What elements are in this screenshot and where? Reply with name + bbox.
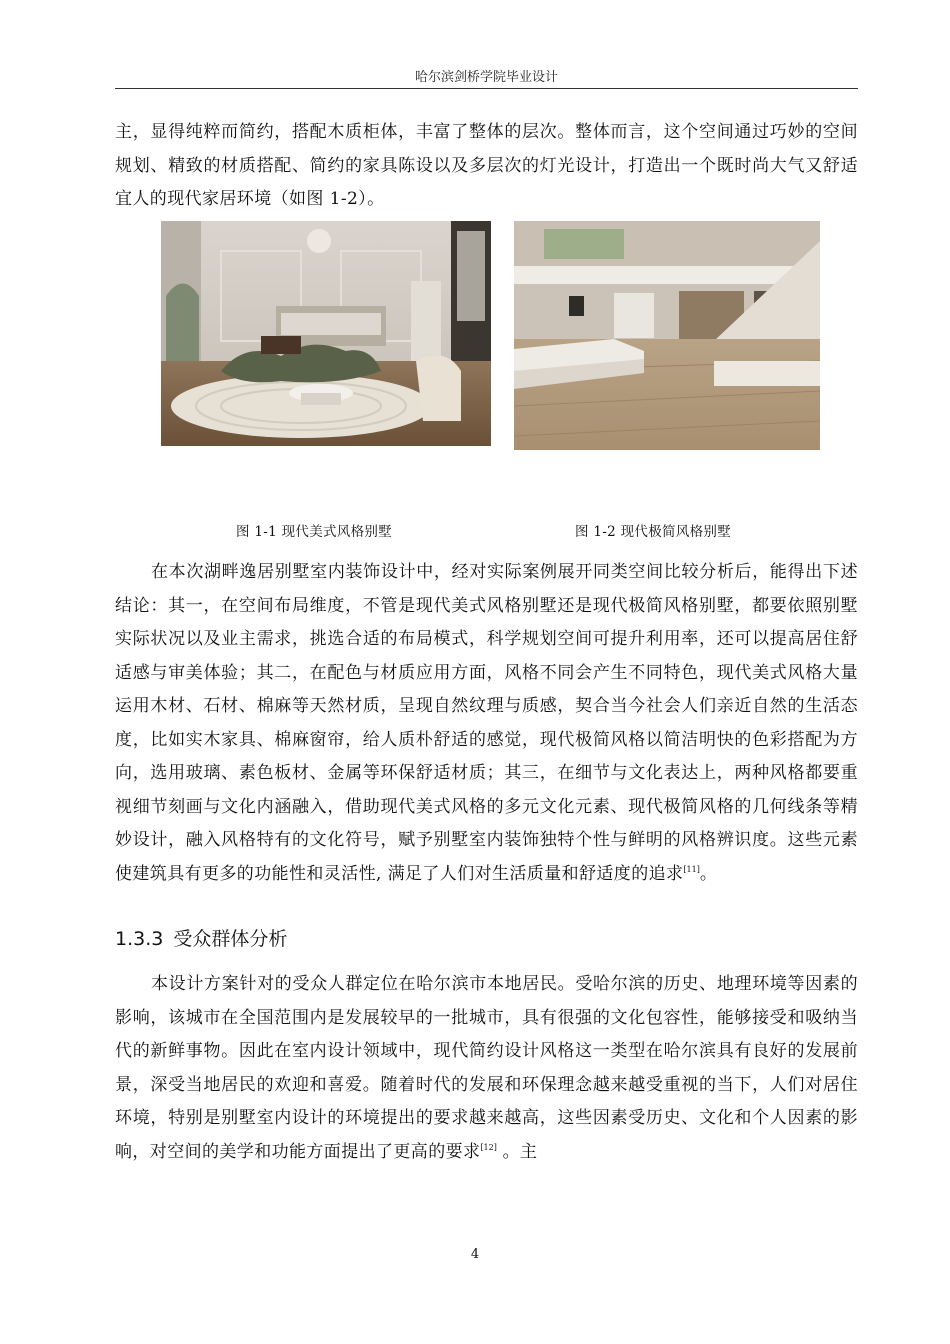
paragraph-1: 主，显得纯粹而简约，搭配木质柜体，丰富了整体的层次。整体而言，这个空间通过巧妙的空间规划、精致的材质搭配、简约的家具陈设以及多层次的灯光设计，打造出一个既时尚大气又舒适宜人的现代家居环境（如图 1-2）。 — [115, 122, 858, 209]
citation-11: [11] — [683, 864, 700, 874]
figure-1-2-image — [514, 221, 820, 450]
header-divider — [115, 88, 858, 89]
citation-12: [12] — [480, 1142, 497, 1152]
page-header: 哈尔滨剑桥学院毕业设计 — [414, 70, 558, 85]
page-number: 4 — [470, 1247, 480, 1262]
section-heading — [115, 924, 287, 951]
figure-1-1-image — [161, 221, 491, 446]
paragraph-3-end: 。主 — [496, 1141, 538, 1162]
paragraph-3-text: 本设计方案针对的受众人群定位在哈尔滨市本地居民。受哈尔滨的历史、地理环境等因素的影响，该城市在全国范围内是发展较早的一批城市，具有很强的文化包容性，能够接受和吸纳当代的新鲜事物。因此在室内设计领域中，现代简约设计风格这一类型在哈尔滨具有良好的发展前景，深受当地居民的欢迎和喜爱。随着时代的发展和环保理念越来越受重视的当下，人们对居住环境，特别是别墅室内设计的环境提出的要求越来越高，这些因素受历史、文化和个人因素的影响，对空间的美学和功能方面提出了更高的要求 — [115, 974, 858, 1162]
figure-1-2-caption: 图 1-2 现代极简风格别墅 — [575, 524, 732, 540]
paragraph-2 — [115, 556, 858, 891]
figure-1-1-caption: 图 1-1 现代美式风格别墅 — [236, 524, 393, 540]
section-number: 1.3.3 — [115, 928, 164, 950]
paragraph-2-end: 。 — [699, 863, 718, 884]
paragraph-3 — [115, 968, 858, 1169]
section-title: 受众群体分析 — [173, 928, 288, 950]
paragraph-2-text: 在本次湖畔逸居别墅室内装饰设计中，经对实际案例展开同类空间比较分析后，能得出下述结论：其一，在空间布局维度，不管是现代美式风格别墅还是现代极简风格别墅，都要依照别墅实际状况以及业主需求，挑选合适的布局模式，科学规划空间可提升利用率，还可以提高居住舒适感与审美体验；其二，在配色与材质应用方面，风格不同会产生不同特色，现代美式风格大量运用木材、石材、棉麻等天然材质，呈现自然纹理与质感，契合当今社会人们亲近自然的生活态度，比如实木家具、棉麻窗帘，给人质朴舒适的感觉，现代极简风格以简洁明快的色彩搭配为方向，选用玻璃、素色板材、金属等环保舒适材质；其三，在细节与文化表达上，两种风格都要重视细节刻画与文化内涵融入，借助现代美式风格的多元文化元素、现代极简风格的几何线条等精妙设计，融入风格特有的文化符号，赋予别墅室内装饰独特个性与鲜明的风格辨识度。这些元素使建筑具有更多的功能性和灵活性, 满足了人们对生活质量和舒适度的追求 — [115, 562, 858, 884]
